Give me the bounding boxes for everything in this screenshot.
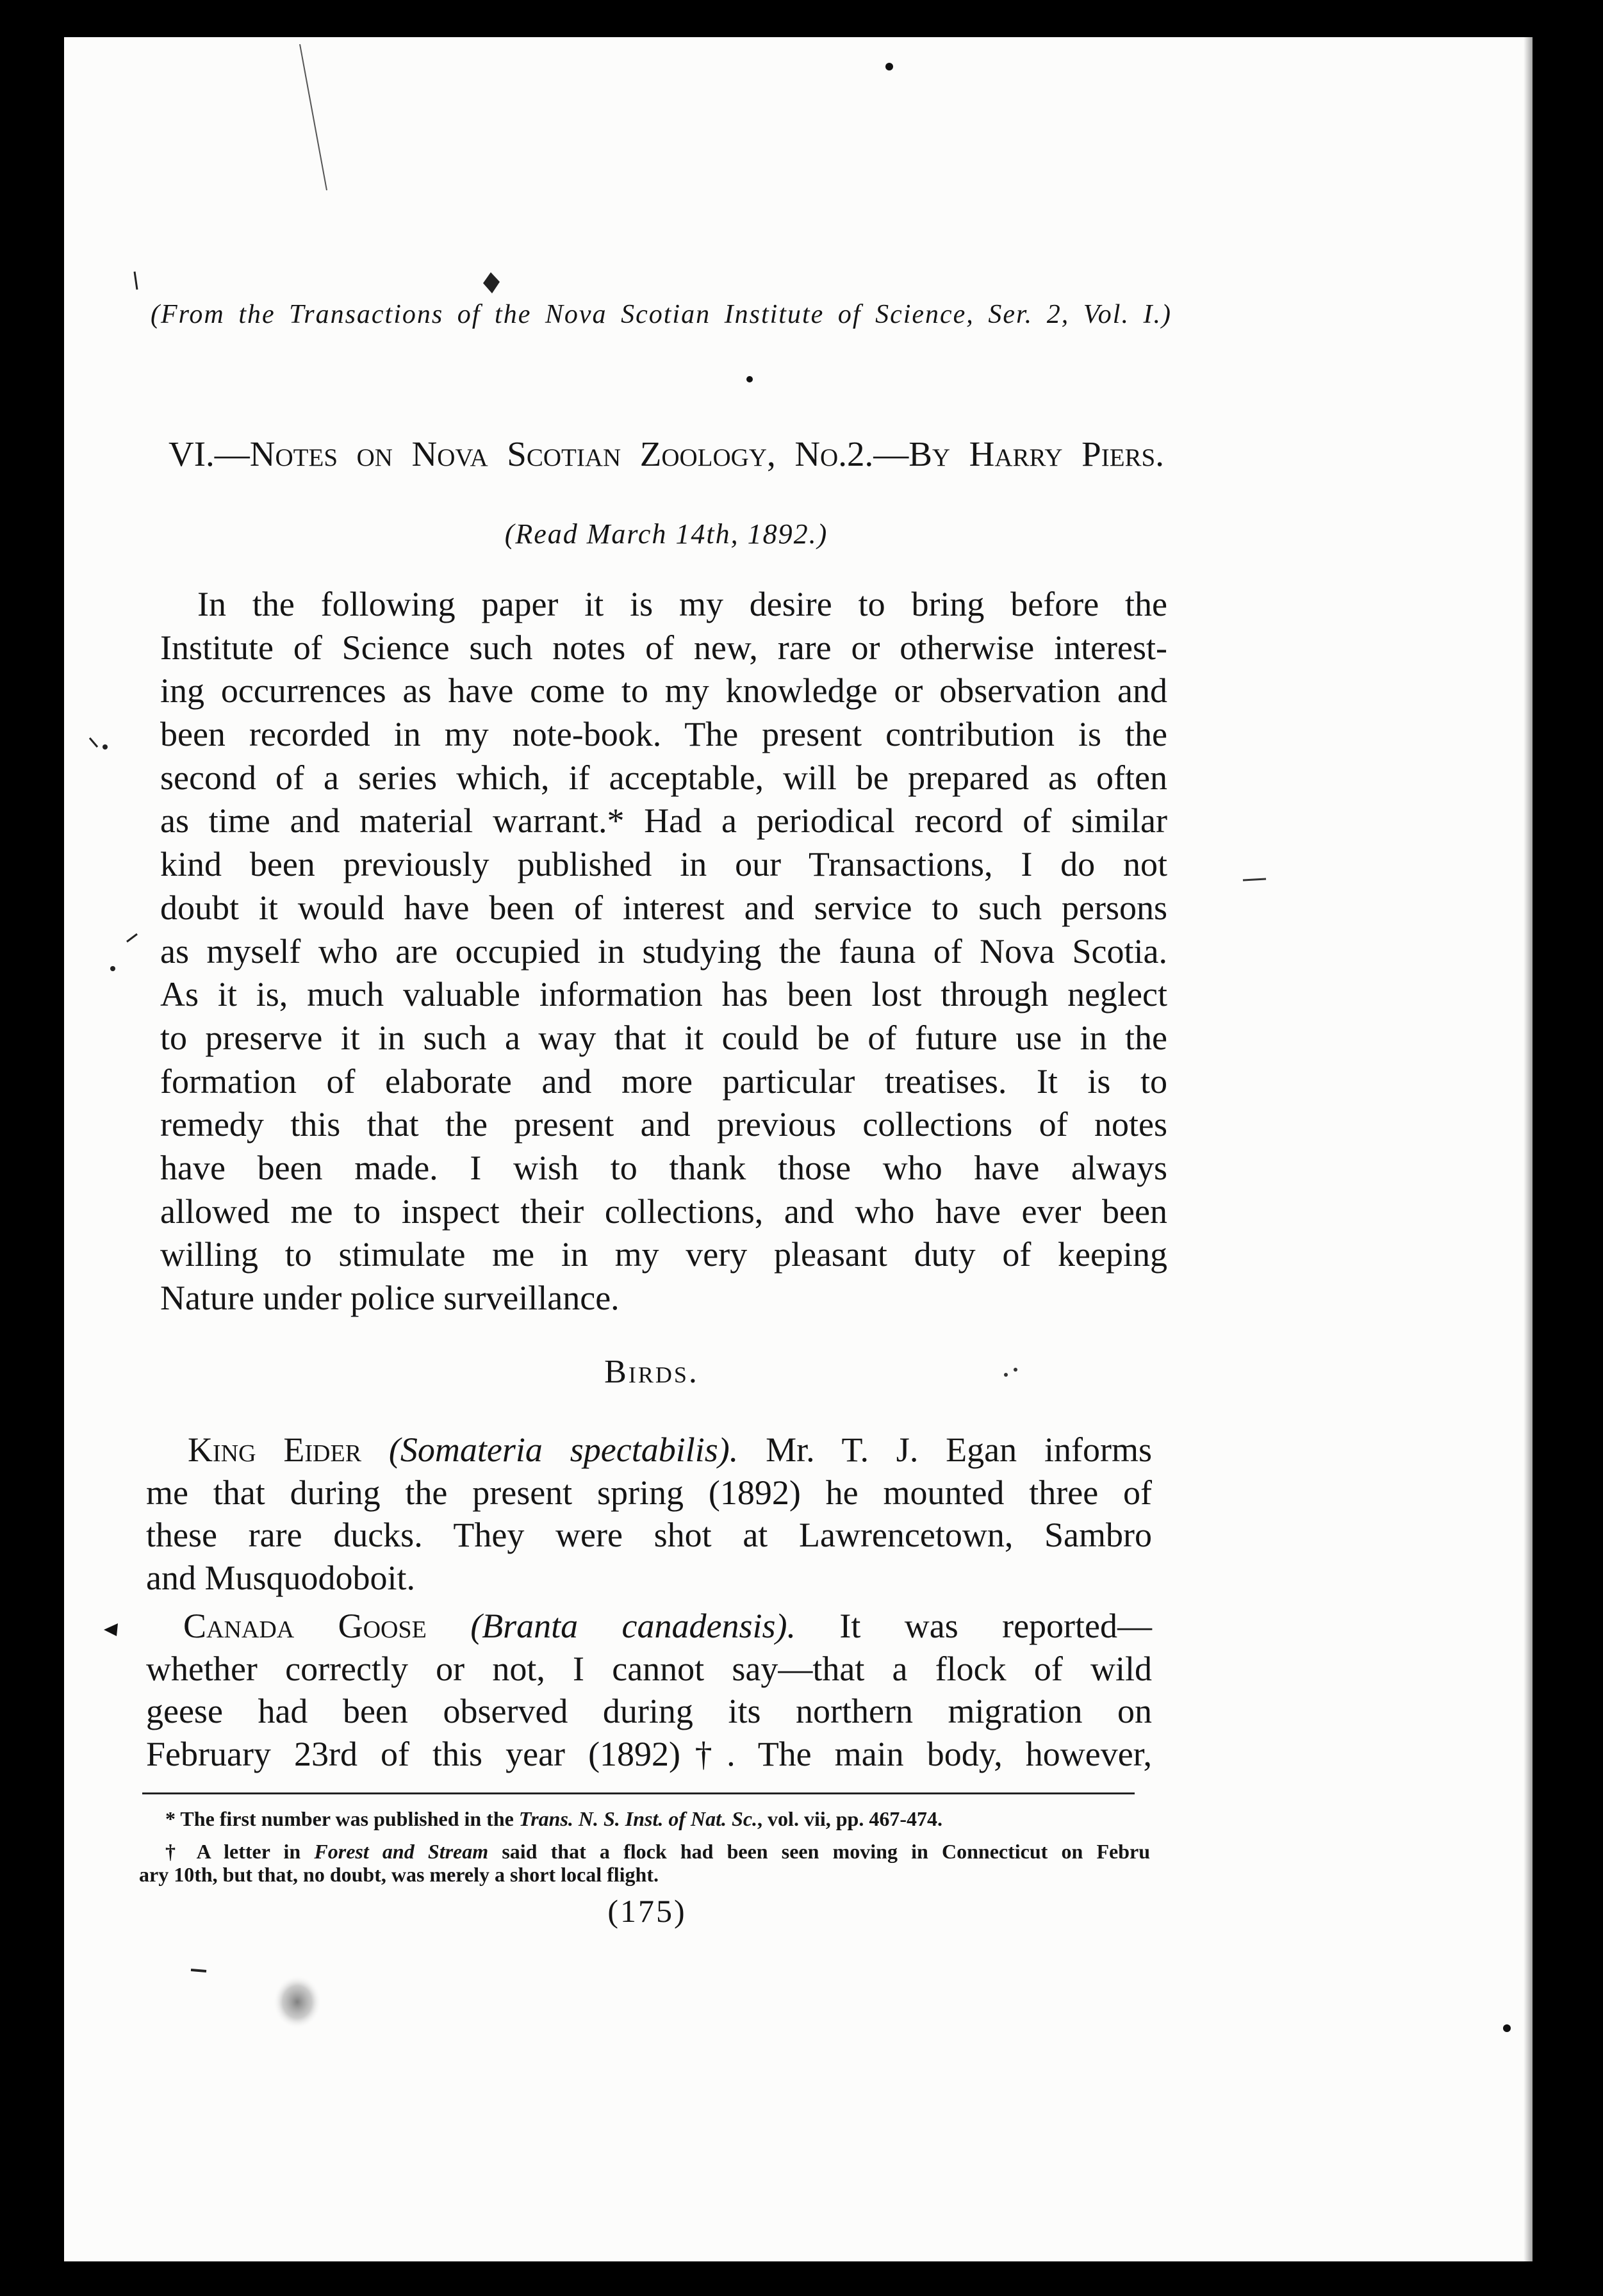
paragraph-line: have been made. I wish to thank those who have always xyxy=(160,1148,1167,1187)
paragraph-line: and Musquodoboit. xyxy=(146,1558,416,1597)
species-name: King Eider xyxy=(188,1431,362,1469)
line-text: It was reported— xyxy=(796,1607,1152,1645)
paragraph-line: allowed me to inspect their collections, and who have ever been xyxy=(160,1192,1167,1231)
species-entry-canada-goose xyxy=(146,1605,1152,1775)
footnote-2 xyxy=(139,1840,1150,1886)
paragraph-line: been recorded in my note-book. The present contribution is the xyxy=(160,715,1167,754)
paragraph-line: geese had been observed during its northern migration on xyxy=(146,1692,1152,1730)
paragraph-line: whether correctly or not, I cannot say—that a flock of wild xyxy=(146,1649,1152,1688)
read-date: (Read March 14th, 1892.) xyxy=(504,518,828,550)
paragraph-line: remedy this that the present and previous collections of notes xyxy=(160,1105,1167,1144)
paragraph-line: formation of elaborate and more particular treatises. It is to xyxy=(160,1062,1167,1101)
paragraph-line: to preserve it in such a way that it could be of future use in the xyxy=(160,1018,1167,1057)
footnote-text: * The first number was published in the xyxy=(165,1807,519,1830)
paragraph-line: As it is, much valuable information has been lost through neglect xyxy=(160,975,1167,1014)
paragraph-line: as time and material warrant.* Had a periodical record of similar xyxy=(160,801,1167,840)
page-number: (175) xyxy=(607,1893,687,1929)
footnote-text: , vol. vii, pp. 467-474. xyxy=(757,1807,942,1830)
paragraph-line: ing occurrences as have come to my knowledge or observation and xyxy=(160,671,1167,710)
species-name: Canada Goose xyxy=(183,1607,427,1645)
paragraph-line: kind been previously published in our Transactions, I do not xyxy=(160,845,1167,884)
paragraph-line: In the following paper it is my desire to bring before the xyxy=(197,585,1167,623)
paragraph-line xyxy=(146,1605,1152,1648)
paragraph-line: Nature under police surveillance. xyxy=(160,1279,620,1317)
article-title: VI.—Notes on Nova Scotian Zoology, No.2.—By Harry Piers. xyxy=(169,434,1164,473)
section-heading: Birds. xyxy=(604,1354,699,1390)
paragraph-line: second of a series which, if acceptable, will be prepared as often xyxy=(160,758,1167,797)
footnote-line xyxy=(139,1840,1150,1863)
paragraph-line xyxy=(146,1429,1152,1472)
intro-paragraph xyxy=(160,583,1167,1320)
paragraph-line: Institute of Science such notes of new, rare or otherwise interest- xyxy=(160,628,1167,667)
paragraph-line: willing to stimulate me in my very pleasant duty of keeping xyxy=(160,1235,1167,1274)
footnote-1 xyxy=(139,1807,1150,1830)
source-citation: (From the Transactions of the Nova Scotian Institute of Science, Ser. 2, Vol. I.) xyxy=(151,300,1172,329)
footnote-citation: Forest and Stream xyxy=(314,1840,489,1863)
paragraph-line: as myself who are occupied in studying the fauna of Nova Scotia. xyxy=(160,931,1167,971)
paragraph-line: February 23rd of this year (1892)†. The main body, however, xyxy=(146,1734,1152,1773)
species-entry-king-eider xyxy=(146,1429,1152,1599)
footnote-line xyxy=(139,1807,1150,1830)
paragraph-line: doubt it would have been of interest and service to such persons xyxy=(160,888,1167,927)
footnote-text: said that a flock had been seen moving in Connecticut on Febru xyxy=(488,1840,1151,1863)
species-latin-name: (Somateria spectabilis). xyxy=(361,1431,739,1469)
paragraph-line: these rare ducks. They were shot at Lawrencetown, Sambro xyxy=(146,1516,1152,1554)
paragraph-line: me that during the present spring (1892) he mounted three of xyxy=(146,1473,1152,1512)
species-latin-name: (Branta canadensis). xyxy=(426,1607,796,1645)
line-text: Mr. T. J. Egan informs xyxy=(738,1431,1152,1469)
footnote-citation: Trans. N. S. Inst. of Nat. Sc. xyxy=(518,1807,758,1830)
footnote-line: ary 10th, but that, no doubt, was merely a short local flight. xyxy=(139,1863,659,1886)
footnote-text: † A letter in xyxy=(165,1840,315,1863)
page-edge-shadow xyxy=(1524,37,1533,2261)
footnote-rule xyxy=(142,1792,1135,1794)
